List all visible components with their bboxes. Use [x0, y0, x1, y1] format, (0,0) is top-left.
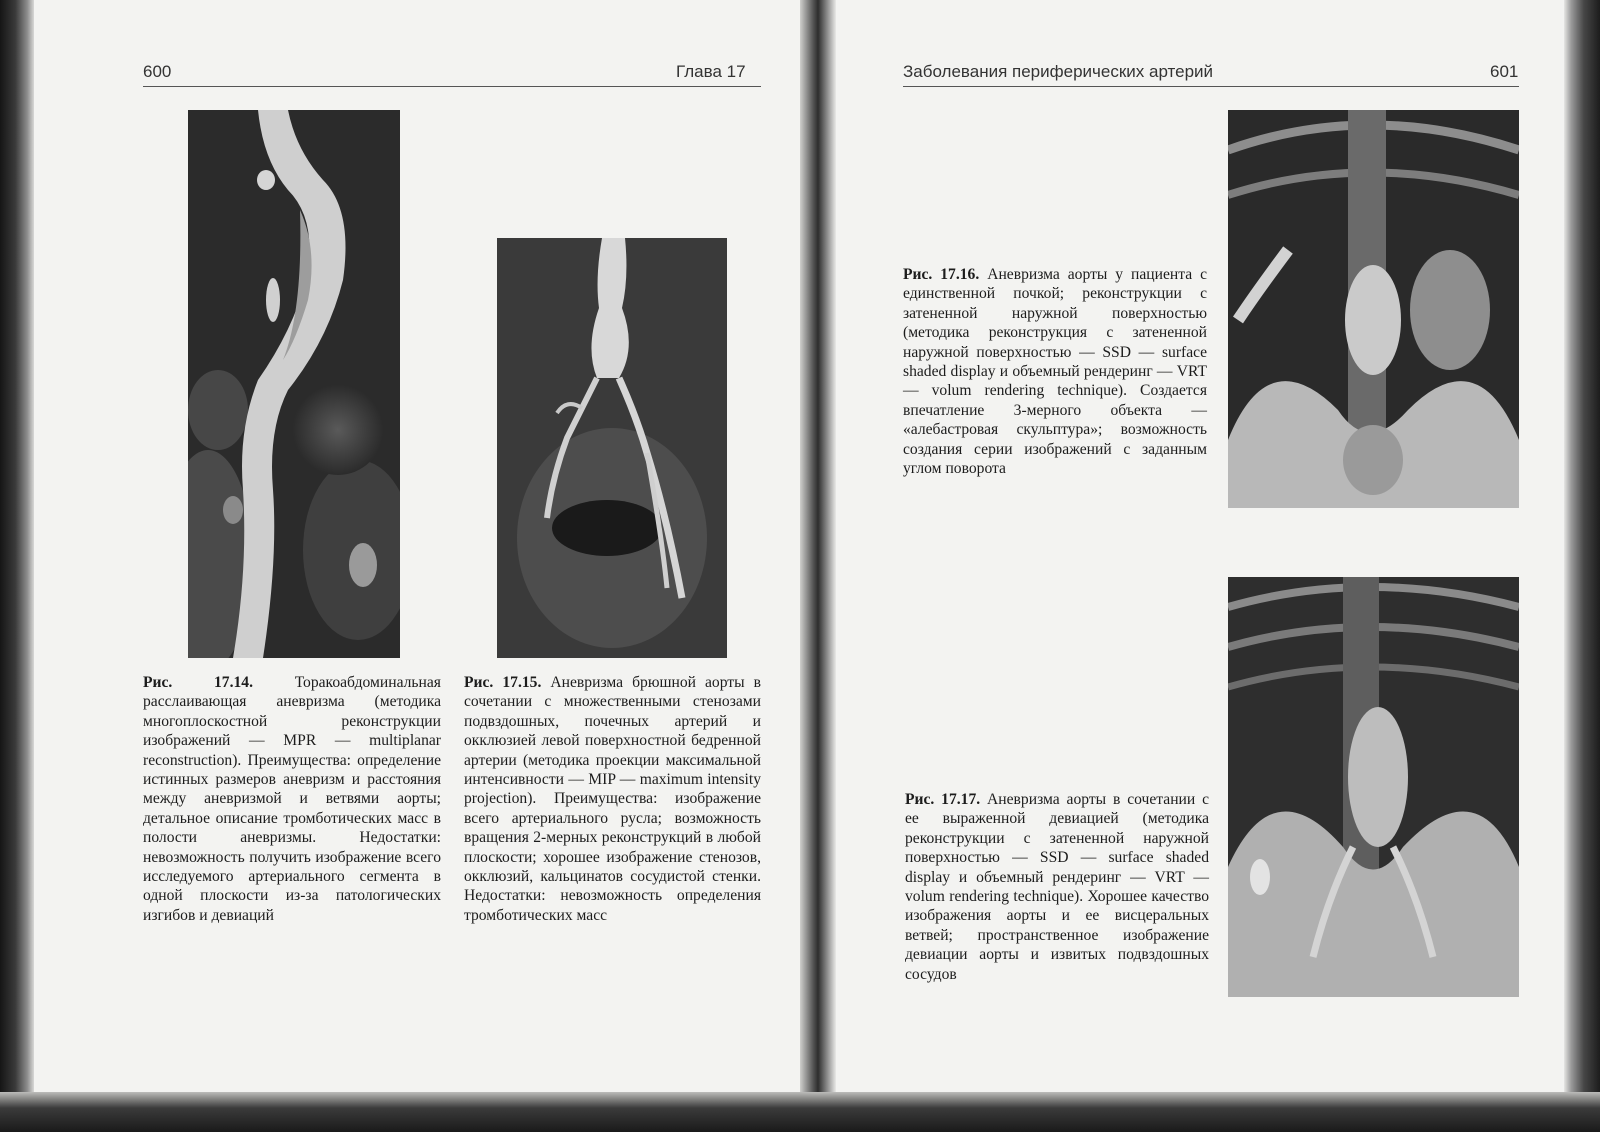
figure-17-14-image: [188, 110, 400, 658]
figure-17-16-caption-text: Аневризма аорты у пациента с единственной почкой; реконструкции с затененной наружной поверхностью (методика реконструкция с затененной наружной поверхностью — SSD — surface shaded display и объемный рендеринг — VRT — volum rendering technique). Создается впечатление 3-мерного объекта — «алебастровая скульптура»; возможность создания серии изображений с заданным углом поворота: [903, 266, 1208, 478]
bottom-book-edge: [0, 1092, 1600, 1132]
figure-17-17-label: Рис. 17.17.: [905, 791, 981, 808]
figure-17-14-caption: [143, 673, 441, 925]
figure-17-14-caption-text: Торакоабдоминальная расслаивающая аневризма (методика многоплоскостной реконструкции изображений — MPR — multiplanar reconstruction). Преимущества: определение истинных размеров аневризм и расстояния между аневризмой и ветвями аорты; детальное описание тромботических масс в полости аневризмы. Недостатки: невозможность получить изображение всего исследуемого артериального сегмента в одной плоскости из-за патологических изгибов и девиаций: [143, 674, 441, 924]
figure-17-15-caption-text: Аневризма брюшной аорты в сочетании с множественными стенозами подвздошных, почечных артерий и окклюзией левой поверхностной бедренной артерии (методика проекции максимальной интенсивности — MIP — maximum intensity projection). Преимущества: изображение всего артериального русла; возможность вращения 2-мерных реконструкций в любой плоскости; хорошее изображение стенозов, окклюзий, кальцинатов сосудистой стенки. Недостатки: невозможность определения тромботических масс: [464, 674, 761, 924]
right-page-number: 601: [1490, 62, 1519, 81]
book-gutter: [800, 0, 836, 1132]
right-header-rule: [903, 86, 1519, 87]
figure-17-14-label: Рис. 17.14.: [143, 674, 253, 691]
left-header-rule: [143, 86, 761, 87]
figure-17-15-label: Рис. 17.15.: [464, 674, 542, 691]
left-page-number: 600: [143, 62, 172, 81]
figure-17-15-caption: [464, 673, 761, 925]
figure-17-17-caption: [905, 790, 1209, 984]
right-running-header: Заболевания периферических артерий: [903, 62, 1214, 81]
figure-17-16-caption: [903, 265, 1207, 478]
figure-17-16-image: [1228, 110, 1519, 508]
figure-17-15-image: [497, 238, 727, 658]
figure-17-17-image: [1228, 577, 1519, 997]
left-running-header: Глава 17: [676, 62, 746, 81]
left-book-edge: [0, 0, 34, 1132]
figure-17-17-caption-text: Аневризма аорты в сочетании с ее выраженной девиацией (методика реконструкции с затененной наружной поверхностью — SSD — surface shaded display и объемный рендеринг — VRT — volum rendering technique). Хорошее качество изображения аорты и ее висцеральных ветвей; пространственное изображение девиации аорты и извитых подвздошных сосудов: [905, 791, 1209, 983]
right-book-edge: [1564, 0, 1600, 1132]
figure-17-16-label: Рис. 17.16.: [903, 266, 980, 283]
